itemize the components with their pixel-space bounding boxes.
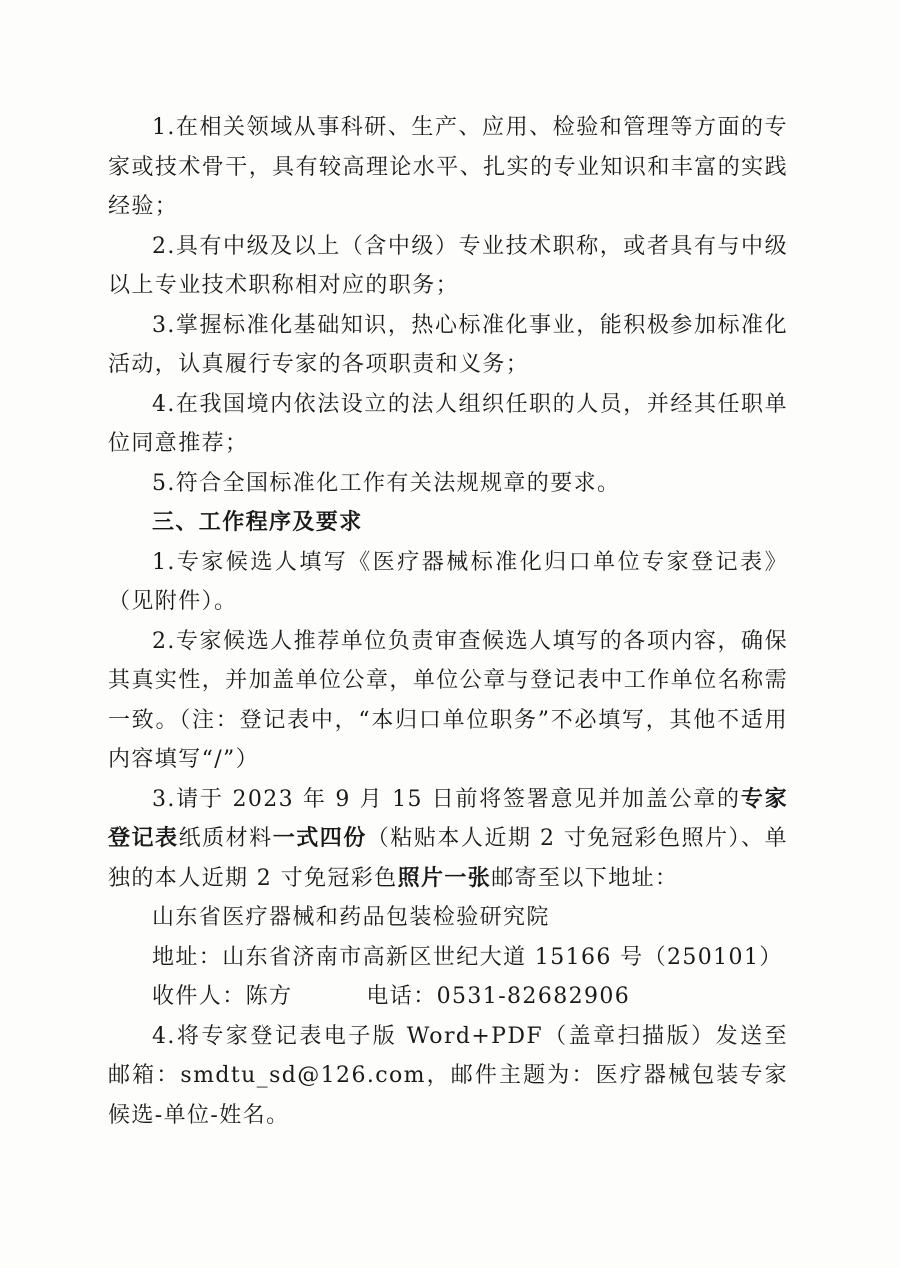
requirement-item-4: 4.在我国境内依法设立的法人组织任职的人员，并经其任职单位同意推荐； [108,391,788,456]
step-2: 2.专家候选人推荐单位负责审查候选人填写的各项内容，确保其真实性，并加盖单位公章，单位公章与登记表中工作单位名称需一致。（注：登记表中，“本归口单位职务”不必填写，其他不适用内容填写“/”） [108,628,788,772]
mailing-phone: 电话：0531-82682906 [366,984,631,1009]
mailing-recipient: 收件人：陈方 [152,984,293,1009]
step-3-bold-registration-form: 专家登记表 [108,786,788,851]
step-1: 1.专家候选人填写《医疗器械标准化归口单位专家登记表》（见附件）。 [108,549,788,614]
requirement-item-3: 3.掌握标准化基础知识，热心标准化事业，能积极参加标准化活动，认真履行专家的各项职责和义务； [108,312,788,377]
mailing-institution: 山东省医疗器械和药品包装检验研究院 [152,905,550,930]
requirement-item-1: 1.在相关领域从事科研、生产、应用、检验和管理等方面的专家或技术骨干，具有较高理论水平、扎实的专业知识和丰富的实践经验； [108,115,788,219]
step-3-bold-one-photo: 照片一张 [397,865,492,891]
document-body [108,108,788,1135]
mailing-address: 地址：山东省济南市高新区世纪大道 15166 号（250101） [152,944,783,970]
step-3-bold-four-copies: 一式四份 [272,826,367,851]
step-3-text-a: 3.请于 2023 年 9 月 15 日前将签署意见并加盖公章的 [152,786,741,812]
step-3-text-b: 纸质材料 [178,826,273,851]
requirement-item-2: 2.具有中级及以上（含中级）专业技术职称，或者具有与中级以上专业技术职称相对应的职务； [108,233,788,298]
step-4: 4.将专家登记表电子版 Word+PDF（盖章扫描版）发送至邮箱：smdtu_sd@126.com，邮件主题为：医疗器械包装专家候选-单位-姓名。 [108,1023,788,1128]
step-3-text-c: （粘贴本人近期 2 寸免冠彩色照片）、单独的本人近期 2 寸免冠彩色 [108,826,789,891]
section-heading: 三、工作程序及要求 [152,510,363,535]
step-3-text-d: 邮寄至以下地址： [491,865,679,891]
mailing-contact [108,977,788,1017]
requirement-item-5: 5.符合全国标准化工作有关法规规章的要求。 [152,470,621,496]
step-3 [108,780,788,899]
